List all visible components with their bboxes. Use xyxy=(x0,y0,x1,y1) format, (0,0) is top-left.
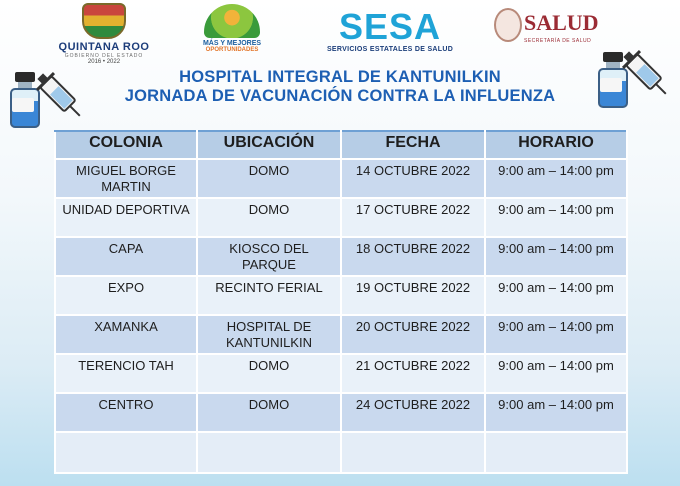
quintana-roo-years: 2016 • 2022 xyxy=(87,59,121,65)
cell-colonia: CAPA xyxy=(55,237,197,276)
cell-empty xyxy=(55,432,197,473)
table-header-row xyxy=(55,131,627,159)
table-row-empty xyxy=(55,432,627,473)
cell-ubicacion: DOMO xyxy=(197,159,341,198)
campaign-title: JORNADA DE VACUNACIÓN CONTRA LA INFLUENZA xyxy=(124,87,556,105)
cell-fecha: 19 OCTUBRE 2022 xyxy=(341,276,485,315)
sesa-wordmark: SESA xyxy=(338,6,442,47)
cell-colonia: MIGUEL BORGE MARTIN xyxy=(55,159,197,198)
cell-fecha: 18 OCTUBRE 2022 xyxy=(341,237,485,276)
cell-horario: 9:00 am – 14:00 pm xyxy=(485,315,627,354)
eagle-seal-icon xyxy=(494,8,522,42)
table-row xyxy=(55,276,627,315)
header-horario: HORARIO xyxy=(485,131,627,159)
hospital-title: HOSPITAL INTEGRAL DE KANTUNILKIN xyxy=(179,68,501,86)
cell-ubicacion: HOSPITAL DE KANTUNILKIN xyxy=(197,315,341,354)
cell-colonia: UNIDAD DEPORTIVA xyxy=(55,198,197,237)
table-row xyxy=(55,393,627,432)
mas-y-mejores-line2: OPORTUNIDADES xyxy=(205,47,259,53)
cell-empty xyxy=(197,432,341,473)
cell-horario: 9:00 am – 14:00 pm xyxy=(485,354,627,393)
header-colonia: COLONIA xyxy=(55,131,197,159)
cell-ubicacion: RECINTO FERIAL xyxy=(197,276,341,315)
cell-horario: 9:00 am – 14:00 pm xyxy=(485,198,627,237)
cell-empty xyxy=(341,432,485,473)
cell-colonia: XAMANKA xyxy=(55,315,197,354)
cell-ubicacion: DOMO xyxy=(197,393,341,432)
mas-y-mejores-line1: MÁS Y MEJORES xyxy=(202,40,262,47)
table-row xyxy=(55,354,627,393)
logo-bar xyxy=(0,0,680,66)
table-row xyxy=(55,159,627,198)
vaccination-schedule-table xyxy=(54,130,628,474)
cell-ubicacion: DOMO xyxy=(197,354,341,393)
quintana-roo-subtitle: GOBIERNO DEL ESTADO xyxy=(64,53,144,59)
sesa-logo xyxy=(298,8,482,58)
cell-ubicacion: DOMO xyxy=(197,198,341,237)
table-row xyxy=(55,198,627,237)
header-ubicacion: UBICACIÓN xyxy=(197,131,341,159)
cell-colonia: EXPO xyxy=(55,276,197,315)
cell-horario: 9:00 am – 14:00 pm xyxy=(485,237,627,276)
tree-icon xyxy=(204,4,260,38)
mas-y-mejores-logo xyxy=(182,4,282,64)
header-fecha: FECHA xyxy=(341,131,485,159)
quintana-roo-logo xyxy=(48,3,160,65)
cell-empty xyxy=(485,432,627,473)
schedule-table-wrap xyxy=(54,130,626,472)
cell-horario: 9:00 am – 14:00 pm xyxy=(485,393,627,432)
cell-colonia: CENTRO xyxy=(55,393,197,432)
cell-fecha: 20 OCTUBRE 2022 xyxy=(341,315,485,354)
cell-fecha: 14 OCTUBRE 2022 xyxy=(341,159,485,198)
state-crest-icon xyxy=(82,3,126,39)
cell-ubicacion: KIOSCO DEL PARQUE xyxy=(197,237,341,276)
cell-colonia: TERENCIO TAH xyxy=(55,354,197,393)
table-row xyxy=(55,315,627,354)
quintana-roo-name: QUINTANA ROO xyxy=(58,41,150,53)
cell-fecha: 24 OCTUBRE 2022 xyxy=(341,393,485,432)
sesa-subtitle: SERVICIOS ESTATALES DE SALUD xyxy=(326,46,454,53)
salud-wordmark: SALUD xyxy=(524,10,599,35)
cell-fecha: 17 OCTUBRE 2022 xyxy=(341,198,485,237)
salud-subtitle: SECRETARÍA DE SALUD xyxy=(524,38,592,44)
cell-horario: 9:00 am – 14:00 pm xyxy=(485,276,627,315)
salud-logo xyxy=(494,8,606,54)
cell-fecha: 21 OCTUBRE 2022 xyxy=(341,354,485,393)
cell-horario: 9:00 am – 14:00 pm xyxy=(485,159,627,198)
table-row xyxy=(55,237,627,276)
